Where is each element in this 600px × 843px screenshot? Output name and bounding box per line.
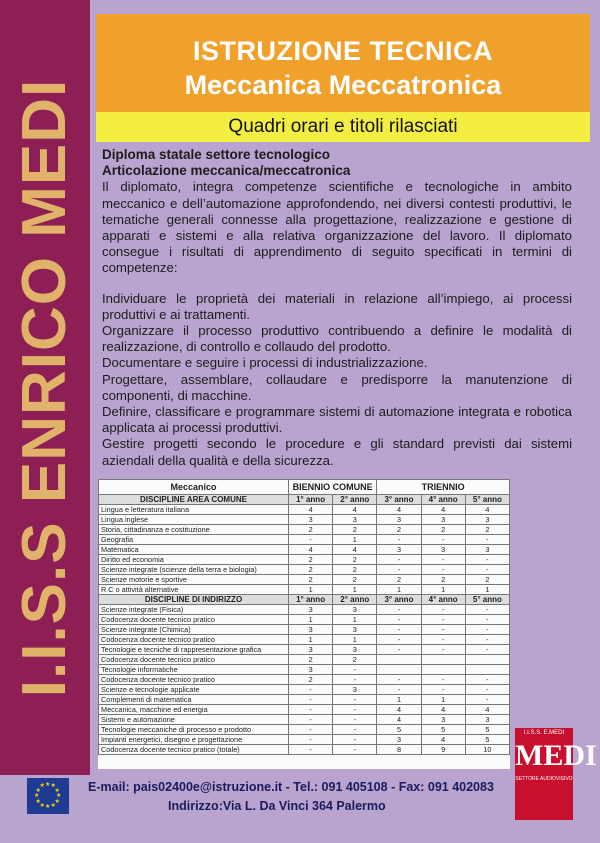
table-cell-hours: - xyxy=(465,605,509,615)
table-cell-hours: - xyxy=(289,735,333,745)
eu-star-icon: ★ xyxy=(50,802,56,809)
table-cell-hours: - xyxy=(421,535,465,545)
table-year-header: 1° anno xyxy=(289,595,333,605)
table-row xyxy=(99,745,510,755)
table-row xyxy=(99,625,510,635)
table-cell-hours: 2 xyxy=(289,575,333,585)
table-cell-hours: - xyxy=(289,535,333,545)
table-row xyxy=(99,695,510,705)
table-cell-hours: - xyxy=(289,695,333,705)
table-row xyxy=(99,645,510,655)
table-cell-hours: 3 xyxy=(421,715,465,725)
table-cell-hours: 2 xyxy=(377,575,421,585)
table-cell-hours: 2 xyxy=(333,565,377,575)
table-cell-hours: 10 xyxy=(465,745,509,755)
table-cell-hours: - xyxy=(465,615,509,625)
table-year-header: 3° anno xyxy=(377,495,421,505)
table-row xyxy=(99,705,510,715)
logo-bottom-text: SETTORE AUDIOVISIVO xyxy=(515,776,573,782)
table-cell-hours: - xyxy=(421,625,465,635)
table-cell-hours: 4 xyxy=(377,705,421,715)
table-cell-hours xyxy=(465,665,509,675)
table-cell-hours: - xyxy=(377,685,421,695)
table-cell-hours: - xyxy=(333,715,377,725)
table-header-row xyxy=(99,480,510,495)
eu-star-icon: ★ xyxy=(45,782,51,788)
table-cell-subject: Codocenza docente tecnico pratico xyxy=(99,675,289,685)
table-cell-hours: 1 xyxy=(333,615,377,625)
table-cell-subject: Codocenza docente tecnico pratico (totale) xyxy=(99,745,289,755)
hours-table-wrapper xyxy=(98,479,510,769)
table-cell-subject: Codocenza docente tecnico pratico xyxy=(99,615,289,625)
table-cell-hours xyxy=(421,665,465,675)
table-cell-subject: Geografia xyxy=(99,535,289,545)
contacts xyxy=(88,780,518,813)
table-row xyxy=(99,675,510,685)
table-cell-subject: Sistemi e automazione xyxy=(99,715,289,725)
table-cell-hours: 1 xyxy=(333,585,377,595)
table-cell-hours: 3 xyxy=(289,665,333,675)
table-cell-hours: - xyxy=(377,535,421,545)
table-cell-hours: 3 xyxy=(289,605,333,615)
table-section-row xyxy=(99,595,510,605)
table-cell-hours: 3 xyxy=(465,515,509,525)
table-cell-hours: - xyxy=(333,725,377,735)
title-block xyxy=(96,14,590,114)
table-year-header: 5° anno xyxy=(465,495,509,505)
table-cell-subject: Scienze integrate (Fisica) xyxy=(99,605,289,615)
table-cell-hours: 2 xyxy=(333,655,377,665)
table-row xyxy=(99,725,510,735)
table-cell-subject: Tecnologie informatiche xyxy=(99,665,289,675)
table-cell-hours: - xyxy=(377,555,421,565)
table-cell-hours xyxy=(421,655,465,665)
table-cell-hours xyxy=(377,665,421,675)
table-cell-hours: 1 xyxy=(289,615,333,625)
table-row xyxy=(99,655,510,665)
table-cell-hours: - xyxy=(333,695,377,705)
table-cell-hours: 2 xyxy=(289,675,333,685)
table-cell-hours: 1 xyxy=(333,635,377,645)
table-cell-hours: 3 xyxy=(377,515,421,525)
table-cell-hours: 1 xyxy=(289,585,333,595)
logo-mark: MEDI xyxy=(515,739,597,772)
table-cell-hours: - xyxy=(465,685,509,695)
table-cell-hours: 1 xyxy=(333,535,377,545)
table-row xyxy=(99,555,510,565)
table-cell-subject: Impianti energetici, disegno e progettazione xyxy=(99,735,289,745)
table-cell-hours: 8 xyxy=(377,745,421,755)
table-cell-subject: Matematica xyxy=(99,545,289,555)
table-row xyxy=(99,635,510,645)
table-cell-hours: 5 xyxy=(421,725,465,735)
table-cell-hours: 2 xyxy=(289,555,333,565)
contacts-line1: E-mail: pais02400e@istruzione.it - Tel.: 091 405108 - Fax: 091 402083 xyxy=(88,780,494,794)
table-cell-hours: 5 xyxy=(377,725,421,735)
table-cell-hours: 3 xyxy=(333,515,377,525)
table-cell-hours: 3 xyxy=(421,545,465,555)
subtitle: Quadri orari e titoli rilasciati xyxy=(228,116,458,137)
table-cell-subject: Scienze motorie e sportive xyxy=(99,575,289,585)
table-cell-hours: 4 xyxy=(333,505,377,515)
table-cell-hours: 4 xyxy=(377,505,421,515)
table-cell-hours: - xyxy=(289,745,333,755)
side-banner-text: I.I.S.S ENRICO MEDI xyxy=(10,78,79,698)
table-cell-hours: 4 xyxy=(421,505,465,515)
table-cell-hours: - xyxy=(377,635,421,645)
table-cell-hours: 3 xyxy=(289,645,333,655)
table-row xyxy=(99,715,510,725)
table-row xyxy=(99,535,510,545)
table-cell-hours: 2 xyxy=(421,525,465,535)
table-cell-hours: - xyxy=(377,625,421,635)
table-cell-hours: 1 xyxy=(377,585,421,595)
table-cell-hours: - xyxy=(465,625,509,635)
table-cell-subject: Codocenza docente tecnico pratico xyxy=(99,635,289,645)
table-cell-hours: - xyxy=(333,675,377,685)
table-cell-hours: - xyxy=(421,615,465,625)
table-cell-hours: 3 xyxy=(465,715,509,725)
table-cell-hours: 9 xyxy=(421,745,465,755)
table-row xyxy=(99,615,510,625)
table-cell-hours: - xyxy=(333,705,377,715)
table-section-label: DISCIPLINE DI INDIRIZZO xyxy=(99,595,289,605)
side-banner xyxy=(0,0,90,775)
table-cell-hours: - xyxy=(421,675,465,685)
table-cell-hours: - xyxy=(333,665,377,675)
eu-star-icon: ★ xyxy=(45,804,51,810)
table-cell-hours: - xyxy=(377,615,421,625)
table-cell-hours: 4 xyxy=(377,715,421,725)
table-cell-hours: 4 xyxy=(421,705,465,715)
competenza-item: Individuare le proprietà dei materiali in relazione all’impiego, ai processi produttivi e ai trattamenti. xyxy=(102,290,572,322)
table-cell-hours: 4 xyxy=(465,505,509,515)
hours-table xyxy=(98,479,510,755)
table-cell-subject: Diritto ed economia xyxy=(99,555,289,565)
intro-section xyxy=(102,147,572,469)
table-cell-hours: - xyxy=(377,605,421,615)
table-row xyxy=(99,525,510,535)
table-cell-hours: - xyxy=(289,705,333,715)
table-year-header: 5° anno xyxy=(465,595,509,605)
table-cell-hours: 1 xyxy=(421,695,465,705)
table-cell-hours: - xyxy=(377,675,421,685)
competenza-item: Gestire progetti secondo le procedure e gli standard previsti dai sistemi aziendali della qualità e della sicurezza. xyxy=(102,436,572,468)
table-cell-hours: 1 xyxy=(289,635,333,645)
table-cell-hours: 2 xyxy=(377,525,421,535)
eu-star-icon: ★ xyxy=(54,798,60,805)
table-cell-hours: 2 xyxy=(465,575,509,585)
table-header-biennio: BIENNIO COMUNE xyxy=(289,480,377,495)
eu-star-icon: ★ xyxy=(39,802,45,809)
table-cell-hours: 3 xyxy=(465,545,509,555)
table-cell-hours: - xyxy=(421,645,465,655)
table-cell-subject: Scienze integrate (Chimica) xyxy=(99,625,289,635)
table-cell-subject: Complementi di matematica xyxy=(99,695,289,705)
table-cell-hours: 1 xyxy=(465,585,509,595)
table-cell-hours: 3 xyxy=(333,625,377,635)
table-cell-subject: R C o attività alternative xyxy=(99,585,289,595)
subtitle-band xyxy=(96,112,590,142)
table-cell-hours: - xyxy=(465,535,509,545)
eu-star-icon: ★ xyxy=(34,793,40,799)
table-cell-hours: - xyxy=(465,695,509,705)
intro-title2: Articolazione meccanica/meccatronica xyxy=(102,163,351,179)
table-cell-hours: - xyxy=(333,745,377,755)
table-row xyxy=(99,505,510,515)
contacts-line2: Indirizzo:Via L. Da Vinci 364 Palermo xyxy=(168,799,386,813)
table-cell-hours: 2 xyxy=(333,555,377,565)
table-cell-hours: - xyxy=(377,645,421,655)
table-cell-hours: 3 xyxy=(333,645,377,655)
intro-title1: Diploma statale settore tecnologico xyxy=(102,147,331,162)
table-cell-subject: Tecnologie meccaniche di processo e prodotto xyxy=(99,725,289,735)
competenza-item: Definire, classificare e programmare sistemi di automazione integrata e robotica applicata ai processi produttivi. xyxy=(102,404,572,436)
table-cell-subject: Scienze e tecnologie applicate xyxy=(99,685,289,695)
intro-paragraph: Il diplomato, integra competenze scientifiche e tecnologiche in ambito meccanico e dell’automazione approfondendo, nei diversi contesti produttivi, le tematiche generali connesse alla progettazione, realizzazione e gestione di apparati e sistemi e alla relativa organizzazione del lavoro. Il diplomato consegue i risultati di apprendimento di seguito specificati in termini di competenze: xyxy=(102,179,572,276)
table-section-label: DISCIPLINE AREA COMUNE xyxy=(99,495,289,505)
table-cell-hours: 3 xyxy=(333,685,377,695)
logo-top-text: I.I.S.S. E.MEDI xyxy=(523,730,565,736)
table-cell-hours: 4 xyxy=(333,545,377,555)
table-cell-hours: 3 xyxy=(421,515,465,525)
title-line1: ISTRUZIONE TECNICA xyxy=(192,36,493,66)
table-cell-hours: 5 xyxy=(465,735,509,745)
table-cell-subject: Meccanica, macchine ed energia xyxy=(99,705,289,715)
table-row xyxy=(99,665,510,675)
table-cell-hours: 2 xyxy=(421,575,465,585)
table-cell-hours: 3 xyxy=(289,625,333,635)
table-row xyxy=(99,685,510,695)
title-line2: Meccanica Meccatronica xyxy=(184,70,502,100)
table-cell-hours: - xyxy=(421,605,465,615)
table-cell-hours: - xyxy=(333,735,377,745)
table-year-header: 3° anno xyxy=(377,595,421,605)
eu-star-icon: ★ xyxy=(54,787,60,794)
table-cell-hours: - xyxy=(421,685,465,695)
table-cell-hours: - xyxy=(421,565,465,575)
table-cell-hours: 3 xyxy=(289,515,333,525)
table-row xyxy=(99,575,510,585)
table-section-row xyxy=(99,495,510,505)
table-cell-hours: - xyxy=(289,715,333,725)
table-year-header: 2° anno xyxy=(333,495,377,505)
table-row xyxy=(99,605,510,615)
table-cell-hours: 3 xyxy=(377,545,421,555)
competenza-item: Progettare, assemblare, collaudare e predisporre la manutenzione di componenti, di macchine. xyxy=(102,371,572,403)
table-cell-hours: 2 xyxy=(465,525,509,535)
table-row xyxy=(99,585,510,595)
table-cell-hours: 2 xyxy=(289,565,333,575)
table-cell-hours: 4 xyxy=(421,735,465,745)
table-cell-hours: 4 xyxy=(289,505,333,515)
eu-flag-icon xyxy=(27,778,69,814)
table-cell-hours xyxy=(465,655,509,665)
table-year-header: 4° anno xyxy=(421,595,465,605)
table-cell-hours: - xyxy=(421,635,465,645)
table-row xyxy=(99,545,510,555)
table-cell-hours: 2 xyxy=(333,525,377,535)
eu-star-icon: ★ xyxy=(35,787,41,794)
table-cell-hours: 1 xyxy=(377,695,421,705)
eu-star-icon: ★ xyxy=(35,798,41,805)
eu-star-icon: ★ xyxy=(56,793,62,799)
table-cell-subject: Scienze integrate (scienze della terra e biologia) xyxy=(99,565,289,575)
table-cell-hours: 3 xyxy=(377,735,421,745)
table-cell-hours: 5 xyxy=(465,725,509,735)
table-year-header: 1° anno xyxy=(289,495,333,505)
school-logo xyxy=(515,728,597,820)
table-cell-hours: - xyxy=(421,555,465,565)
table-year-header: 2° anno xyxy=(333,595,377,605)
table-cell-hours: - xyxy=(289,685,333,695)
competenza-item: Organizzare il processo produttivo contribuendo a definire le modalità di realizzazione, di controllo e collaudo del prodotto. xyxy=(102,323,572,355)
table-row xyxy=(99,735,510,745)
table-header-triennio: TRIENNIO xyxy=(377,480,510,495)
eu-star-icon: ★ xyxy=(39,783,45,790)
table-cell-hours: - xyxy=(377,565,421,575)
table-cell-hours: 4 xyxy=(289,545,333,555)
table-cell-hours: - xyxy=(465,675,509,685)
table-cell-subject: Lingua inglese xyxy=(99,515,289,525)
table-cell-hours: 3 xyxy=(333,605,377,615)
table-cell-hours: 2 xyxy=(289,655,333,665)
eu-star-icon: ★ xyxy=(50,783,56,790)
table-cell-hours: 1 xyxy=(421,585,465,595)
competenza-item: Documentare e seguire i processi di industrializzazione. xyxy=(102,355,428,371)
table-cell-hours xyxy=(377,655,421,665)
table-year-header: 4° anno xyxy=(421,495,465,505)
table-row xyxy=(99,565,510,575)
table-cell-hours: - xyxy=(465,555,509,565)
table-header-label: Meccanico xyxy=(99,480,289,495)
table-row xyxy=(99,515,510,525)
table-cell-hours: - xyxy=(465,635,509,645)
table-cell-subject: Storia, cittadinanza e costituzione xyxy=(99,525,289,535)
table-cell-subject: Tecnologie e tecniche di rappresentazione grafica xyxy=(99,645,289,655)
table-cell-subject: Codocenza docente tecnico pratico xyxy=(99,655,289,665)
table-cell-hours: 4 xyxy=(465,705,509,715)
table-cell-hours: - xyxy=(465,645,509,655)
table-cell-hours: 2 xyxy=(333,575,377,585)
table-cell-subject: Lingua e letteratura italiana xyxy=(99,505,289,515)
table-cell-hours: - xyxy=(289,725,333,735)
table-cell-hours: 2 xyxy=(289,525,333,535)
table-cell-hours: - xyxy=(465,565,509,575)
